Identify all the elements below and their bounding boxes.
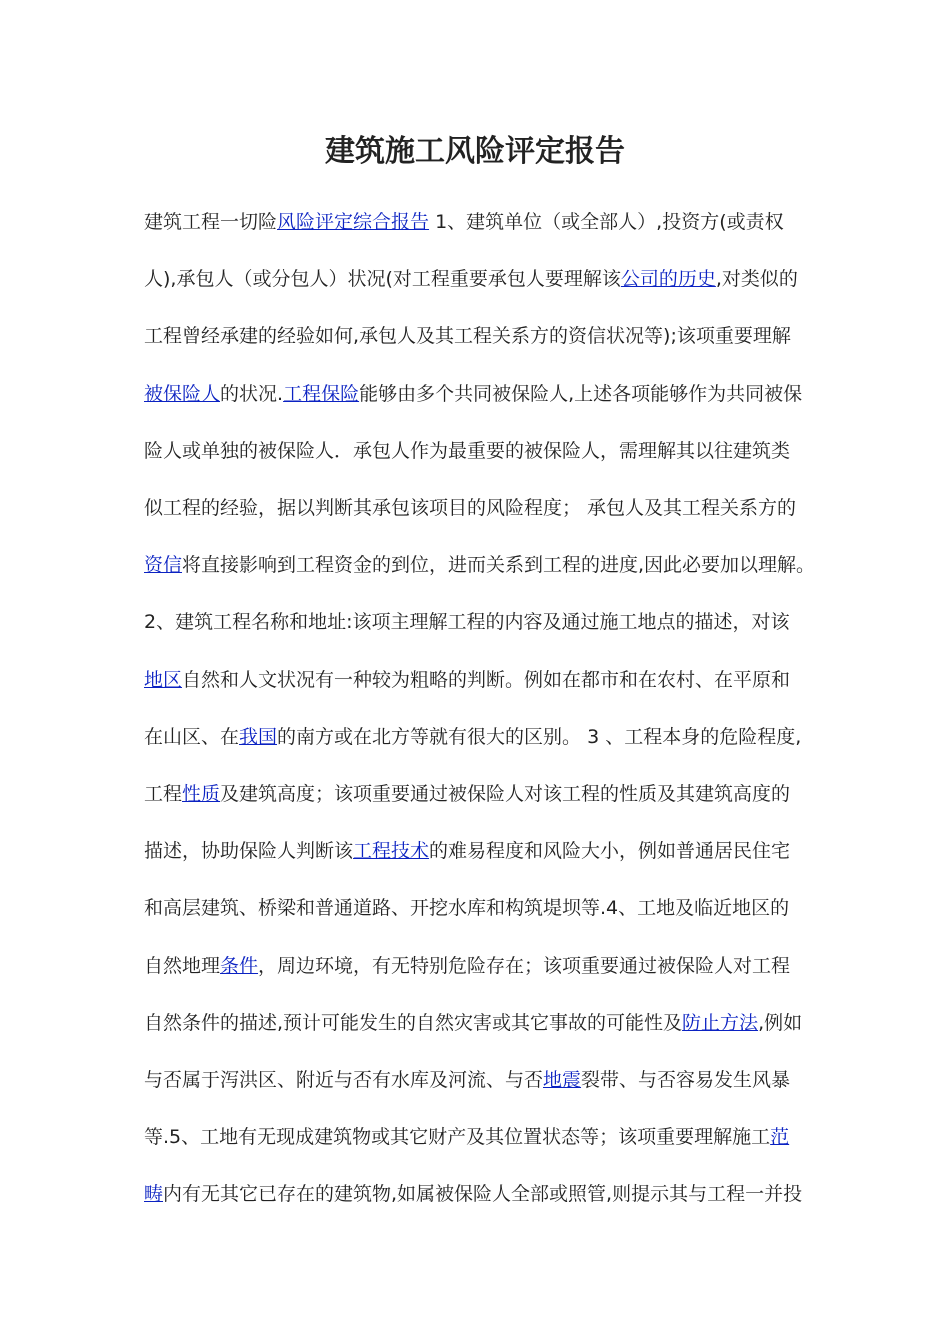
text-line [144, 893, 824, 923]
text-segment: 的南方或在北方等就有很大的区别。 3 、工程本身的危险程度, [277, 725, 802, 748]
text-segment: 的难易程度和风险大小，例如普通居民住宅 [429, 840, 791, 863]
text-line [144, 550, 824, 580]
text-line [144, 779, 824, 809]
text-line [144, 607, 824, 637]
text-line [144, 665, 824, 695]
text-line [144, 436, 824, 466]
text-line [144, 1122, 824, 1152]
text-segment: 自然条件的描述,预计可能发生的自然灾害或其它事故的可能性及 [144, 1011, 683, 1034]
inline-link[interactable]: 条件 [220, 954, 259, 977]
text-segment: 内有无其它已存在的建筑物,如属被保险人全部或照管,则提示其与工程一并投 [163, 1183, 803, 1206]
text-line [144, 1065, 824, 1095]
text-segment: 与否属于泻洪区、附近与否有水库及河流、与否 [144, 1069, 544, 1091]
text-segment: 和高层建筑、桥梁和普通道路、开挖水库和构筑堤坝等.4、工地及临近地区的 [144, 897, 790, 920]
inline-link[interactable]: 畴 [144, 1183, 164, 1206]
page-title: 建筑施工风险评定报告 [325, 134, 625, 169]
inline-link[interactable]: 工程保险 [283, 382, 360, 405]
inline-link[interactable]: 防止方法 [682, 1011, 759, 1034]
inline-link[interactable]: 被保险人 [144, 382, 221, 405]
text-line [144, 1179, 824, 1209]
inline-link[interactable]: 范 [770, 1126, 790, 1149]
text-segment: 等.5、工地有无现成建筑物或其它财产及其位置状态等；该项重要理解施工 [144, 1126, 771, 1149]
text-line [144, 836, 824, 866]
inline-link[interactable]: 公司的历史 [620, 268, 716, 291]
inline-link[interactable]: 工程技术 [353, 840, 430, 863]
text-segment: 及建筑高度；该项重要通过被保险人对该工程的性质及其建筑高度的 [220, 783, 791, 805]
text-line [144, 1008, 824, 1038]
text-segment: 能够由多个共同被保险人,上述各项能够作为共同被保 [359, 382, 803, 405]
text-segment: 2、建筑工程名称和地址:该项主理解工程的内容及通过施工地点的描述，对该 [144, 611, 790, 634]
inline-link[interactable]: 风险评定综合报告 [277, 211, 430, 233]
text-segment: 工程曾经承建的经验如何,承包人及其工程关系方的资信状况等);该项重要理解 [144, 325, 791, 348]
text-segment: 人),承包人（或分包人）状况(对工程重要承包人要理解该 [144, 268, 621, 291]
text-line [144, 207, 824, 237]
text-segment: 自然和人文状况有一种较为粗略的判断。例如在都市和在农村、在平原和 [182, 668, 791, 691]
text-segment: ，周边环境，有无特别危险存在；该项重要通过被保险人对工程 [258, 954, 791, 977]
text-line [144, 493, 824, 523]
text-segment: 似工程的经验，据以判断其承包该项目的风险程度； 承包人及其工程关系方的 [144, 497, 797, 519]
inline-link[interactable]: 资信 [144, 554, 183, 577]
text-line [144, 379, 824, 409]
text-segment: 裂带、与否容易发生风暴 [581, 1069, 791, 1091]
text-line [144, 264, 824, 294]
text-segment: 险人或单独的被保险人．承包人作为最重要的被保险人，需理解其以往建筑类 [144, 439, 791, 462]
text-segment: 的状况. [220, 382, 284, 405]
text-segment: ,例如 [758, 1011, 803, 1034]
text-segment: 描述，协助保险人判断该 [144, 840, 354, 863]
inline-link[interactable]: 性质 [182, 783, 221, 805]
inline-link[interactable]: 地区 [144, 668, 183, 691]
text-line [144, 722, 824, 752]
text-segment: 工程 [144, 783, 183, 805]
inline-link[interactable]: 我国 [239, 725, 278, 748]
inline-link[interactable]: 地震 [543, 1069, 582, 1091]
text-line [144, 951, 824, 981]
text-segment: ,对类似的 [715, 268, 798, 291]
text-segment: 1、建筑单位（或全部人）,投资方(或责权 [429, 211, 784, 233]
text-segment: 建筑工程一切险 [144, 211, 278, 233]
text-segment: 将直接影响到工程资金的到位，进而关系到工程的进度,因此必要加以理解。 [182, 554, 816, 577]
text-segment: 自然地理 [144, 954, 221, 977]
text-segment: 在山区、在 [144, 725, 240, 748]
text-line [144, 321, 824, 351]
